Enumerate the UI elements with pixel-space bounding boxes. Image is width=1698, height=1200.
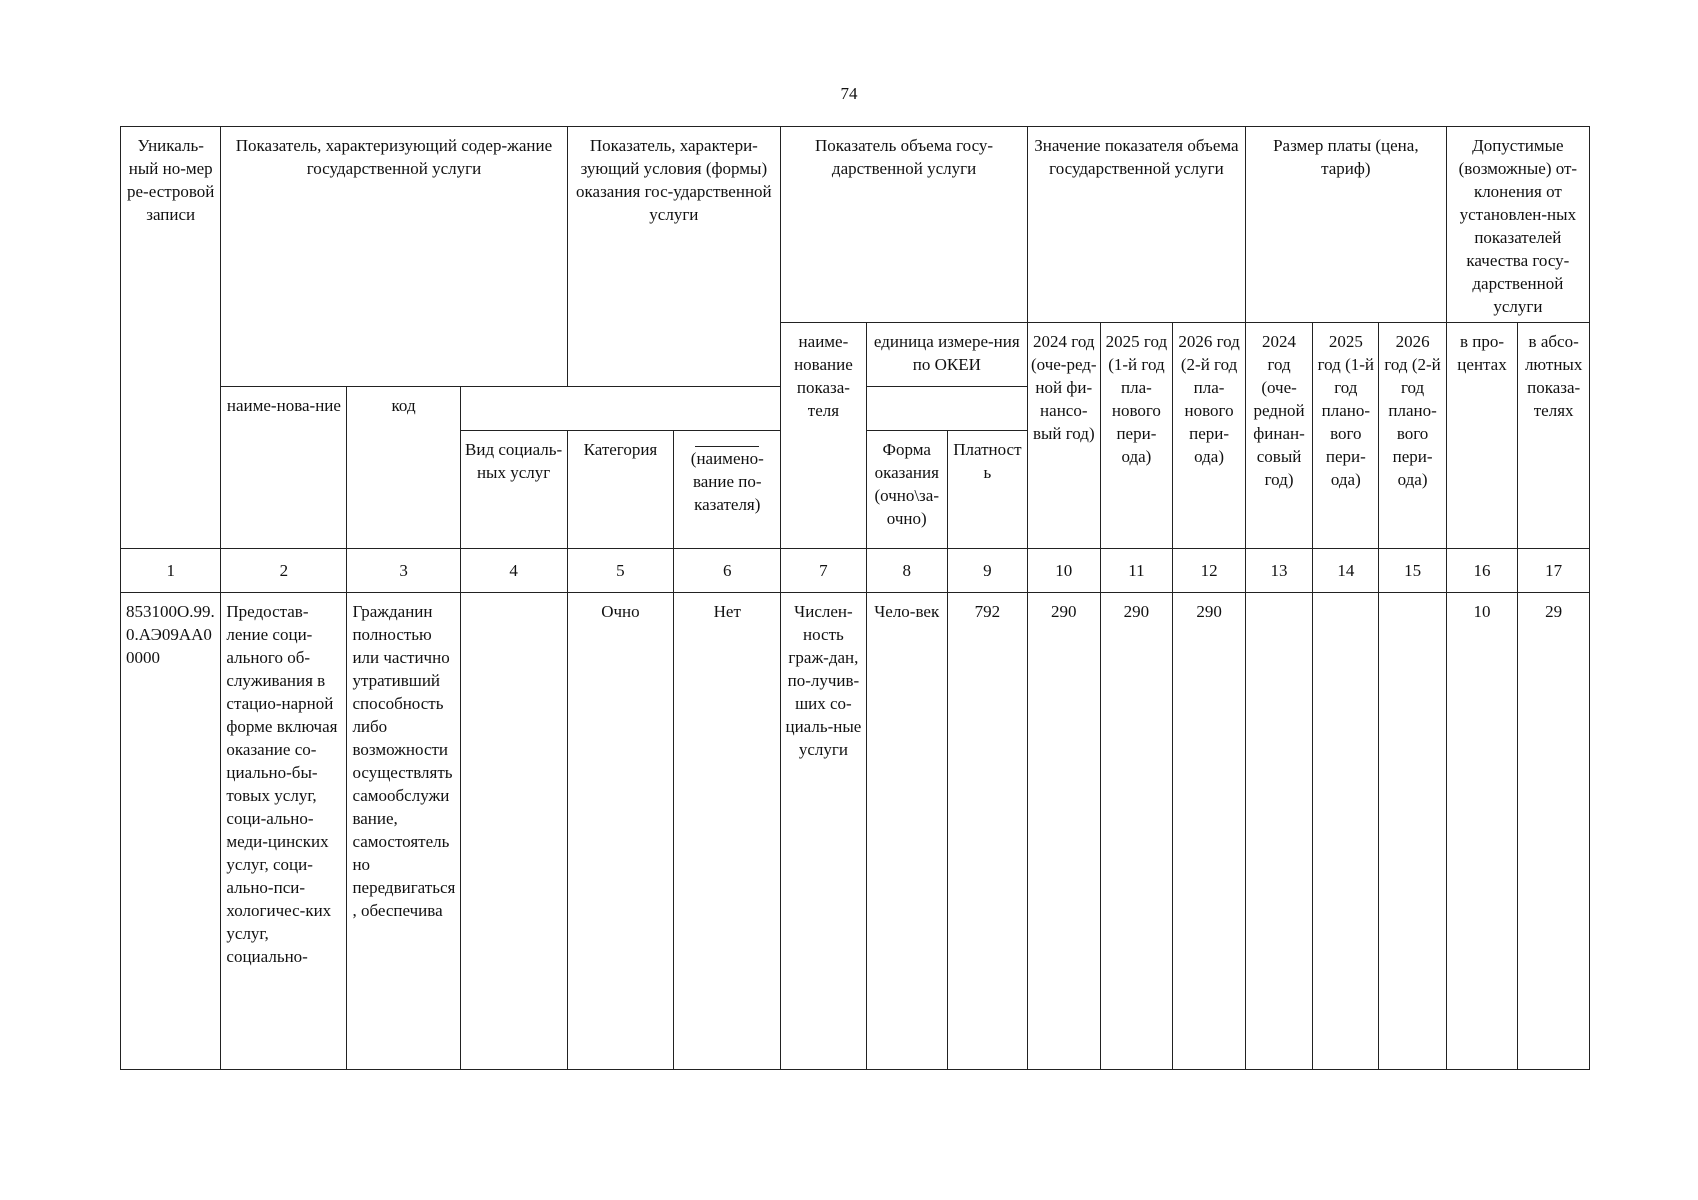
header-paid: Платность — [947, 431, 1027, 549]
page-number: 74 — [840, 84, 858, 103]
header-row-1 — [121, 127, 1590, 323]
header-year-2026: 2026 год (2-й год пла-нового пери-ода) — [1173, 323, 1246, 549]
cell-delivery-form: Очно — [567, 593, 674, 1070]
header-volume-indicator: Показатель объема госу-дарственной услуги — [781, 127, 1028, 323]
cell-paid: Нет — [674, 593, 781, 1070]
cell-value-2024: 290 — [1027, 593, 1100, 1070]
column-number: 6 — [674, 549, 781, 593]
cell-category: Гражданин полностью или частично утративший способность либо возможности осуществлять самообслуживание, самостоятельно передвигаться, обеспечива — [347, 593, 460, 1070]
header-year-2025: 2025 год (1-й год пла-нового пери-ода) — [1100, 323, 1173, 549]
column-number: 1 — [121, 549, 221, 593]
column-number: 15 — [1379, 549, 1446, 593]
cell-service-type: Предостав-ление соци-ального об-служивания в стацио-нарной форме включая оказание со-циально-бы-товых услуг, соци-ально-меди-цинских услуг, соци-ально-пси-хологичес-ких услуг, социально- — [221, 593, 347, 1070]
header-category: Категория — [567, 431, 674, 549]
column-number: 11 — [1100, 549, 1173, 593]
header-okei-unit: единица измере-ния по ОКЕИ — [866, 323, 1027, 387]
column-number: 14 — [1313, 549, 1379, 593]
column-numbers-row — [121, 549, 1590, 593]
column-number: 13 — [1245, 549, 1312, 593]
header-fee-2024: 2024 год (оче-редной финан-совый год) — [1245, 323, 1312, 549]
cell-deviation-percent: 10 — [1446, 593, 1518, 1070]
header-fee-2025: 2025 год (1-й год плано-вого пери-ода) — [1313, 323, 1379, 549]
header-okei-code: код — [347, 387, 460, 549]
cell-fee-2024 — [1245, 593, 1312, 1070]
column-number: 3 — [347, 549, 460, 593]
column-number: 7 — [781, 549, 866, 593]
cell-unit-code: 792 — [947, 593, 1027, 1070]
header-fee: Размер платы (цена, тариф) — [1245, 127, 1446, 323]
header-indicator-name-placeholder — [674, 431, 781, 549]
column-number: 17 — [1518, 549, 1590, 593]
header-service-type: Вид социаль-ных услуг — [460, 431, 567, 549]
blank-line — [695, 446, 759, 447]
cell-deviation-absolute: 29 — [1518, 593, 1590, 1070]
header-year-2024: 2024 год (оче-ред-ной фи-нансо-вый год) — [1027, 323, 1100, 549]
header-indicator-name: наиме-нование показа-теля — [781, 323, 866, 549]
table-row — [121, 593, 1590, 1070]
header-delivery-form: Форма оказания (очно\за-очно) — [866, 431, 947, 549]
column-number: 5 — [567, 549, 674, 593]
header-deviations: Допустимые (возможные) от-клонения от установлен-ных показателей качества госу-дарственной услуги — [1446, 127, 1589, 323]
cell-registry-number: 853100О.99.0.АЭ09АА00000 — [121, 593, 221, 1070]
column-number: 10 — [1027, 549, 1100, 593]
header-okei-name: наиме-нова-ние — [221, 387, 347, 549]
registry-table — [120, 126, 1590, 1070]
cell-indicator-name: Числен-ность граж-дан, по-лучив-ших со-циаль-ные услуги — [781, 593, 866, 1070]
header-in-percent: в про-центах — [1446, 323, 1518, 549]
header-fee-2026: 2026 год (2-й год плано-вого пери-ода) — [1379, 323, 1446, 549]
column-number: 2 — [221, 549, 347, 593]
column-number: 16 — [1446, 549, 1518, 593]
header-content-indicator: Показатель, характеризующий содер-жание государственной услуги — [221, 127, 567, 387]
cell-fee-2026 — [1379, 593, 1446, 1070]
column-number: 8 — [866, 549, 947, 593]
column-number: 12 — [1173, 549, 1246, 593]
header-volume-value: Значение показателя объема государственной услуги — [1027, 127, 1245, 323]
header-registry-number: Уникаль-ный но-мер ре-естровой записи — [121, 127, 221, 549]
cell-value-2025: 290 — [1100, 593, 1173, 1070]
column-number: 4 — [460, 549, 567, 593]
cell-unit-name: Чело-век — [866, 593, 947, 1070]
cell-fee-2025 — [1313, 593, 1379, 1070]
cell-value-2026: 290 — [1173, 593, 1246, 1070]
header-in-absolute: в абсо-лютных показа-телях — [1518, 323, 1590, 549]
cell-indicator-4 — [460, 593, 567, 1070]
header-indicator-name-placeholder-text: (наимено-вание по-казателя) — [690, 449, 764, 514]
column-number: 9 — [947, 549, 1027, 593]
header-conditions-indicator: Показатель, характери-зующий условия (формы) оказания гос-ударственной услуги — [567, 127, 781, 387]
